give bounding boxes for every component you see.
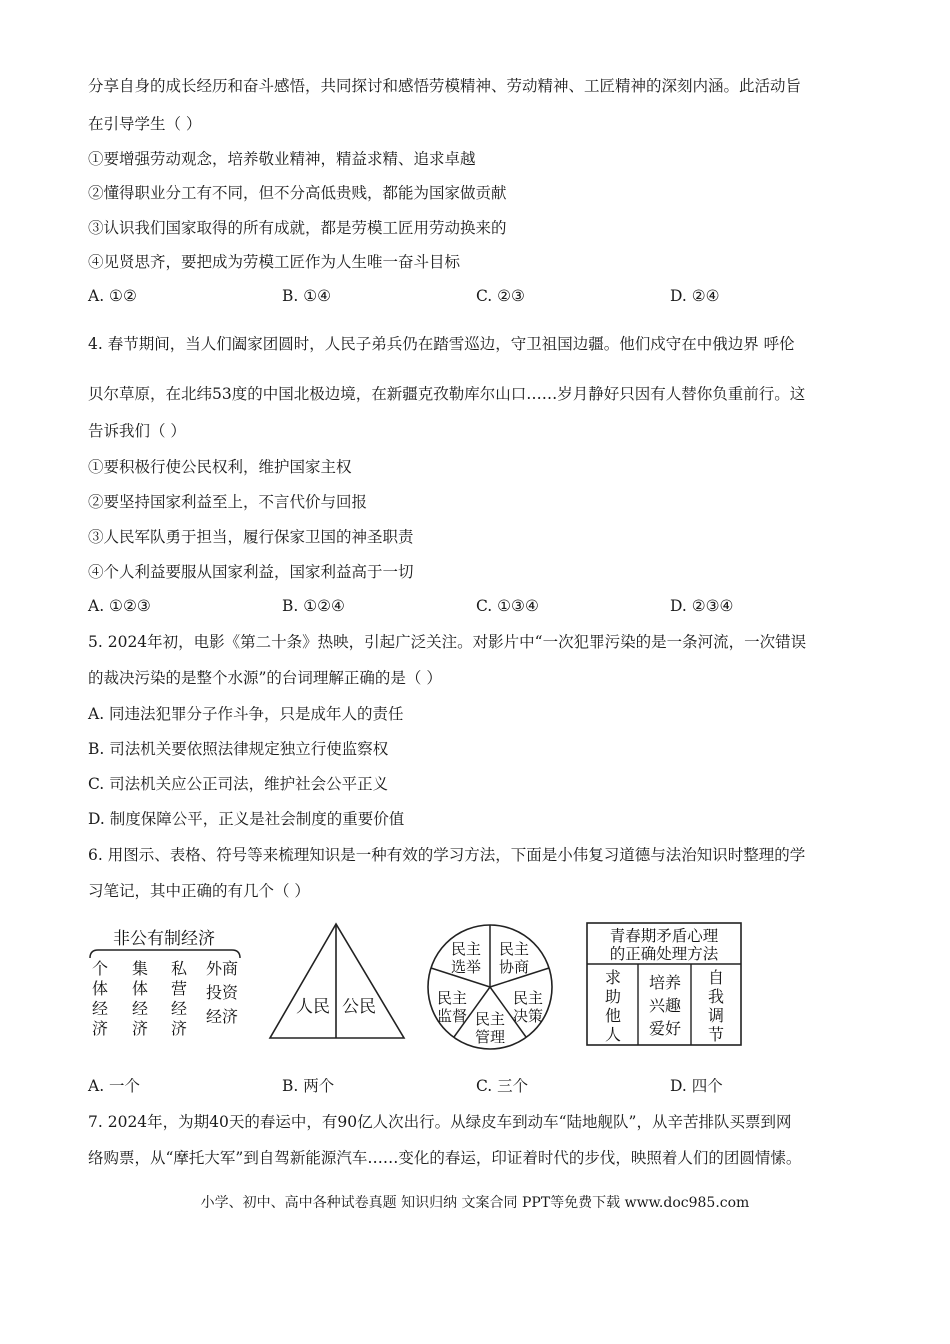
fig1-col3-c1: 私: [170, 959, 188, 978]
fig3-sector-election-l2: 选举: [450, 958, 482, 976]
fig4-col1-c3: 他: [604, 1006, 622, 1025]
fig4-col1-c4: 人: [604, 1025, 622, 1044]
fig4-title-line1: 青春期矛盾心理: [609, 927, 719, 945]
q6-option-b: B. 两个: [282, 1077, 335, 1095]
q7-line-1: 7. 2024年，为期40天的春运中，有90亿人次出行。从绿皮车到动车“陆地舰队”，从辛苦排队买票到网: [88, 1113, 792, 1131]
q4-item-4: ④个人利益要服从国家利益，国家利益高于一切: [88, 563, 414, 581]
q6-option-d: D. 四个: [670, 1077, 723, 1095]
intro-line-1: 分享自身的成长经历和奋斗感悟，共同探讨和感悟劳模精神、劳动精神、工匠精神的深刻内涵。此活动旨: [88, 77, 802, 95]
fig3-sector-decision-l1: 民主: [512, 989, 544, 1007]
q5-choice-b: B. 司法机关要依照法律规定独立行使监察权: [88, 740, 389, 758]
fig1-col1-c2: 体: [91, 979, 109, 998]
fig1-col1-c1: 个: [91, 959, 109, 978]
figure-non-public-economy: [86, 922, 246, 1054]
q6-line-2: 习笔记，其中正确的有几个（ ）: [88, 882, 310, 900]
fig1-col3-c4: 济: [170, 1019, 188, 1038]
fig1-col2-c3: 经: [131, 999, 149, 1018]
fig2-right-label: 公民: [342, 997, 376, 1017]
figure-adolescence-table: [586, 922, 744, 1052]
q5-line-1: 5. 2024年初，电影《第二十条》热映，引起广泛关注。对影片中“一次犯罪污染的是一条河流，一次错误: [88, 633, 807, 651]
fig3-sector-consultation-l2: 协商: [498, 958, 530, 976]
fig1-col4-l3: 经济: [205, 1007, 239, 1026]
page-footer: 小学、初中、高中各种试卷真题 知识归纳 文案合同 PPT等免费下载 www.doc985.com: [200, 1195, 750, 1211]
q7-line-2: 络购票，从“摩托大军”到自驾新能源汽车……变化的春运，印证着时代的步伐，映照着人们的团圆情愫。: [88, 1149, 802, 1167]
intro-option-d: D. ②④: [670, 287, 720, 305]
fig1-col4-l2: 投资: [205, 983, 239, 1002]
fig4-col1-c2: 助: [604, 987, 622, 1006]
fig4-title-line2: 的正确处理方法: [609, 945, 719, 963]
fig1-col1-c4: 济: [91, 1019, 109, 1038]
q4-line-2: 贝尔草原，在北纬53度的中国北极边境，在新疆克孜勒库尔山口……岁月静好只因有人替你负重前行。这: [88, 385, 806, 403]
q4-option-d: D. ②③④: [670, 597, 734, 615]
q6-line-1: 6. 用图示、表格、符号等来梳理知识是一种有效的学习方法，下面是小伟复习道德与法治知识时整理的学: [88, 846, 806, 864]
q4-item-1: ①要积极行使公民权利，维护国家主权: [88, 458, 352, 476]
q4-item-3: ③人民军队勇于担当，履行保家卫国的神圣职责: [88, 528, 414, 546]
fig1-col3-c3: 经: [170, 999, 188, 1018]
intro-option-b: B. ①④: [282, 287, 332, 305]
q4-option-b: B. ①②④: [282, 597, 345, 615]
q4-item-2: ②要坚持国家利益至上，不言代价与回报: [88, 493, 368, 511]
fig1-col2-c4: 济: [131, 1019, 149, 1038]
fig3-sector-election-l1: 民主: [450, 940, 482, 958]
fig4-col1-c1: 求: [604, 968, 622, 987]
fig4-col3-c4: 节: [707, 1025, 725, 1044]
q5-choice-a: A. 同违法犯罪分子作斗争，只是成年人的责任: [88, 705, 404, 723]
intro-item-1: ①要增强劳动观念，培养敬业精神，精益求精、追求卓越: [88, 150, 476, 168]
intro-item-3: ③认识我们国家取得的所有成就，都是劳模工匠用劳动换来的: [88, 219, 507, 237]
fig4-col3-c2: 我: [707, 987, 725, 1006]
figure-people-citizen-triangle: [266, 920, 408, 1046]
q6-option-a: A. 一个: [88, 1077, 141, 1095]
fig3-sector-supervision-l1: 民主: [436, 989, 468, 1007]
fig1-title: 非公有制经济: [113, 929, 215, 949]
fig1-col2-c2: 体: [131, 979, 149, 998]
figure-democracy-pie: [424, 922, 556, 1056]
q4-option-c: C. ①③④: [476, 597, 539, 615]
fig1-col1-c3: 经: [91, 999, 109, 1018]
fig1-col4-l1: 外商: [205, 959, 239, 978]
fig4-col3-c3: 调: [707, 1006, 725, 1025]
intro-line-2: 在引导学生（ ）: [88, 115, 202, 133]
fig3-sector-management-l1: 民主: [474, 1010, 506, 1028]
fig3-sector-supervision-l2: 监督: [436, 1007, 468, 1025]
fig1-col2-c1: 集: [131, 959, 149, 978]
fig4-col3-c1: 自: [707, 968, 725, 987]
fig4-col2-l1: 培养: [648, 973, 682, 992]
fig2-left-label: 人民: [296, 997, 330, 1017]
intro-item-4: ④见贤思齐，要把成为劳模工匠作为人生唯一奋斗目标: [88, 253, 461, 271]
q6-option-c: C. 三个: [476, 1077, 529, 1095]
intro-item-2: ②懂得职业分工有不同，但不分高低贵贱，都能为国家做贡献: [88, 184, 507, 202]
fig1-col3-c2: 营: [170, 979, 188, 998]
fig3-sector-decision-l2: 决策: [512, 1007, 544, 1025]
fig3-sector-management-l2: 管理: [474, 1028, 506, 1046]
fig4-col2-l2: 兴趣: [648, 996, 682, 1015]
intro-option-c: C. ②③: [476, 287, 525, 305]
fig3-sector-consultation-l1: 民主: [498, 940, 530, 958]
q4-line-3: 告诉我们（ ）: [88, 422, 186, 440]
q5-choice-c: C. 司法机关应公正司法，维护社会公平正义: [88, 775, 389, 793]
fig4-col2-l3: 爱好: [648, 1019, 682, 1038]
q4-line-1: 4. 春节期间，当人们阖家团圆时，人民子弟兵仍在踏雪巡边，守卫祖国边疆。他们戍守在中俄边界 呼伦: [88, 335, 795, 353]
q5-choice-d: D. 制度保障公平，正义是社会制度的重要价值: [88, 810, 405, 828]
q4-option-a: A. ①②③: [88, 597, 151, 615]
q5-line-2: 的裁决污染的是整个水源”的台词理解正确的是（ ）: [88, 669, 442, 687]
intro-option-a: A. ①②: [88, 287, 137, 305]
